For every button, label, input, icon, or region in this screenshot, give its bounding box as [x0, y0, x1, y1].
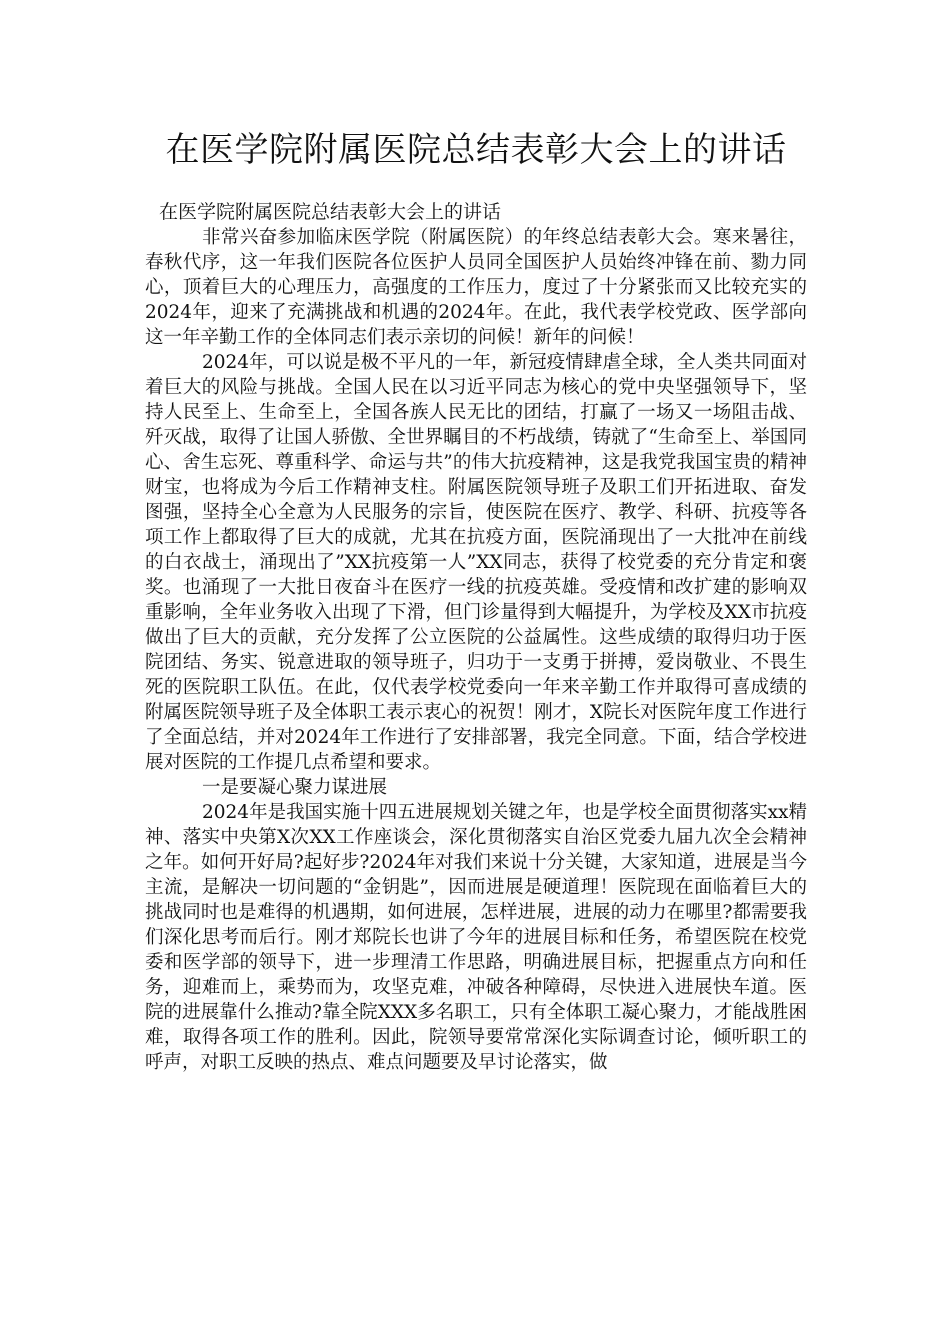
paragraph-review-2024: 2024年，可以说是极不平凡的一年，新冠疫情肆虐全球，全人类共同面对着巨大的风险与挑战。全国人民在以习近平同志为核心的党中央坚强领导下，坚持人民至上、生命至上，全国各族人民无比的团结，打赢了一场又一场阻击战、歼灭战，取得了让国人骄傲、全世界瞩目的不朽战绩，铸就了“生命至上、举国同心、舍生忘死、尊重科学、命运与共”的伟大抗疫精神，这是我党我国宝贵的精神财宝，也将成为今后工作精神支柱。附属医院领导班子及职工们开拓进取、奋发图强，坚持全心全意为人民服务的宗旨，使医院在医疗、教学、科研、抗疫等各项工作上都取得了巨大的成就，尤其在抗疫方面，医院涌现出了一大批冲在前线的白衣战士，涌现出了”XX抗疫第一人”XX同志，获得了校党委的充分肯定和褒奖。也涌现了一大批日夜奋斗在医疗一线的抗疫英雄。受疫情和改扩建的影响双重影响，全年业务收入出现了下滑，但门诊量得到大幅提升，为学校及XX市抗疫做出了巨大的贡献，充分发挥了公立医院的公益属性。这些成绩的取得归功于医院团结、务实、锐意进取的领导班子，归功于一支勇于拼搏，爱岗敬业、不畏生死的医院职工队伍。在此，仅代表学校党委向一年来辛勤工作并取得可喜成绩的附属医院领导班子及全体职工表示衷心的祝贺！刚才，X院长对医院年度工作进行了全面总结，并对2024年工作进行了安排部署，我完全同意。下面，结合学校进展对医院的工作提几点希望和要求。 — [145, 352, 807, 773]
document-subtitle: 在医学院附属医院总结表彰大会上的讲话 — [159, 201, 502, 223]
document-body — [145, 225, 807, 1075]
paragraph-opening: 非常兴奋参加临床医学院（附属医院）的年终总结表彰大会。寒来暑往，春秋代序，这一年我们医院各位医护人员同全国医护人员始终冲锋在前、勠力同心，顶着巨大的心理压力，高强度的工作压力，度过了十分紧张而又比较充实的2024年，迎来了充满挑战和机遇的2024年。在此，我代表学校党政、医学部向这一年辛勤工作的全体同志们表示亲切的问候！新年的问候！ — [145, 227, 807, 348]
paragraph-development: 2024年是我国实施十四五进展规划关键之年，也是学校全面贯彻落实xx精神、落实中央第X次XX工作座谈会，深化贯彻落实自治区党委九届九次全会精神之年。如何开好局?起好步?2024年对我们来说十分关键，大家知道，进展是当今主流，是解决一切问题的“金钥匙”，因而进展是硬道理！医院现在面临着巨大的挑战同时也是难得的机遇期，如何进展，怎样进展，进展的动力在哪里?都需要我们深化思考而后行。刚才郑院长也讲了今年的进展目标和任务，希望医院在校党委和医学部的领导下，进一步理清工作思路，明确进展目标，把握重点方向和任务，迎难而上，乘势而为，攻坚克难，冲破各种障碍，尽快进入进展快车道。医院的进展靠什么推动?靠全院XXX多名职工，只有全体职工凝心聚力，才能战胜困难，取得各项工作的胜利。因此，院领导要常常深化实际调查讨论，倾听职工的呼声，对职工反映的热点、难点问题要及早讨论落实，做 — [145, 802, 807, 1073]
document-page — [145, 126, 807, 1075]
document-title: 在医学院附属医院总结表彰大会上的讲话 — [165, 130, 787, 170]
section-heading-1: 一是要凝心聚力谋进展 — [202, 777, 388, 798]
